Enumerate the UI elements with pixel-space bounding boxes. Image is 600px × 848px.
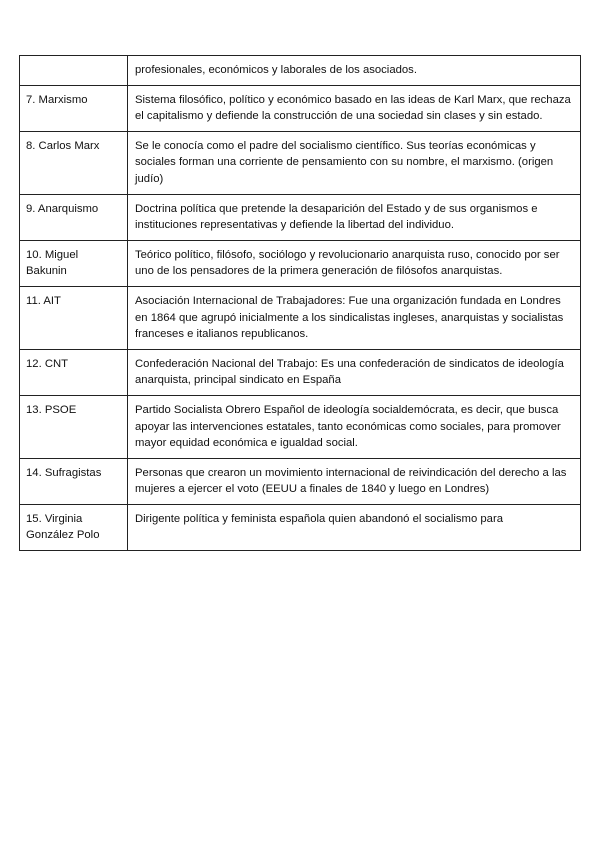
term-cell xyxy=(20,85,128,131)
table-row xyxy=(20,56,581,86)
table-row xyxy=(20,194,581,240)
term-cell xyxy=(20,56,128,86)
term-text: 9. Anarquismo xyxy=(26,202,99,215)
definition-cell xyxy=(128,85,581,131)
term-text: 14. Sufragistas xyxy=(26,466,102,479)
term-text: 7. Marxismo xyxy=(26,93,88,106)
table-row xyxy=(20,85,581,131)
definition-text: Se le conocía como el padre del socialismo científico. Sus teorías económicas y sociales forman una corriente de pensamiento con su nombre, el marxismo. (origen judío) xyxy=(135,139,554,185)
definition-text: profesionales, económicos y laborales de los asociados. xyxy=(135,64,417,76)
term-cell xyxy=(20,194,128,240)
definition-text: Teórico político, filósofo, sociólogo y revolucionario anarquista ruso, conocido por ser uno de los pensadores de la primera generación de filósofos anarquistas. xyxy=(135,248,560,278)
table-row xyxy=(20,240,581,286)
definition-cell xyxy=(128,458,581,504)
term-cell xyxy=(20,240,128,286)
definition-text: Asociación Internacional de Trabajadores: Fue una organización fundada en Londres en 1864 que agrupó inicialmente a los sindicalistas ingleses, anarquistas y socialistas franceses e italianos republicanos. xyxy=(135,294,564,341)
table-row xyxy=(20,349,581,395)
table-row xyxy=(20,458,581,504)
definition-text: Dirigente política y feminista española quien abandonó el socialismo para xyxy=(135,512,503,525)
term-cell xyxy=(20,458,128,504)
term-cell xyxy=(20,504,128,550)
definition-cell xyxy=(128,286,581,349)
term-cell xyxy=(20,131,128,194)
definition-text: Personas que crearon un movimiento internacional de reivindicación del derecho a las mujeres a ejercer el voto (EEUU a finales de 1840 y luego en Londres) xyxy=(135,466,567,496)
definition-text: Doctrina política que pretende la desaparición del Estado y de sus organismos e instituciones representativas y defiende la libertad del individuo. xyxy=(135,202,538,232)
definition-text: Confederación Nacional del Trabajo: Es una confederación de sindicatos de ideología anarquista, principal sindicato en España xyxy=(135,357,564,387)
term-text: 11. AIT xyxy=(26,294,61,307)
definition-cell xyxy=(128,349,581,395)
definition-cell xyxy=(128,131,581,194)
term-text: 12. CNT xyxy=(26,357,69,370)
definition-cell xyxy=(128,194,581,240)
definition-text: Sistema filosófico, político y económico basado en las ideas de Karl Marx, que rechaza el capitalismo y defiende la construcción de una sociedad sin clases y sin estado. xyxy=(135,93,571,123)
definition-text: Partido Socialista Obrero Español de ideología socialdemócrata, es decir, que busca apoyar las intervenciones estatales, tanto económicas como sociales, para promover mayor equidad económica e igualdad social. xyxy=(135,403,561,450)
table-row xyxy=(20,395,581,458)
term-text: 10. Miguel Bakunin xyxy=(26,248,79,278)
definition-cell xyxy=(128,504,581,550)
definition-cell xyxy=(128,395,581,458)
term-text: 15. Virginia González Polo xyxy=(26,512,100,542)
term-cell xyxy=(20,286,128,349)
definition-cell xyxy=(128,240,581,286)
term-cell xyxy=(20,395,128,458)
term-text: 8. Carlos Marx xyxy=(26,139,100,152)
definition-cell xyxy=(128,56,581,86)
term-text: 13. PSOE xyxy=(26,403,77,416)
table-row xyxy=(20,131,581,194)
table-row xyxy=(20,286,581,349)
table-row xyxy=(20,504,581,550)
glossary-table xyxy=(19,55,581,551)
term-cell xyxy=(20,349,128,395)
